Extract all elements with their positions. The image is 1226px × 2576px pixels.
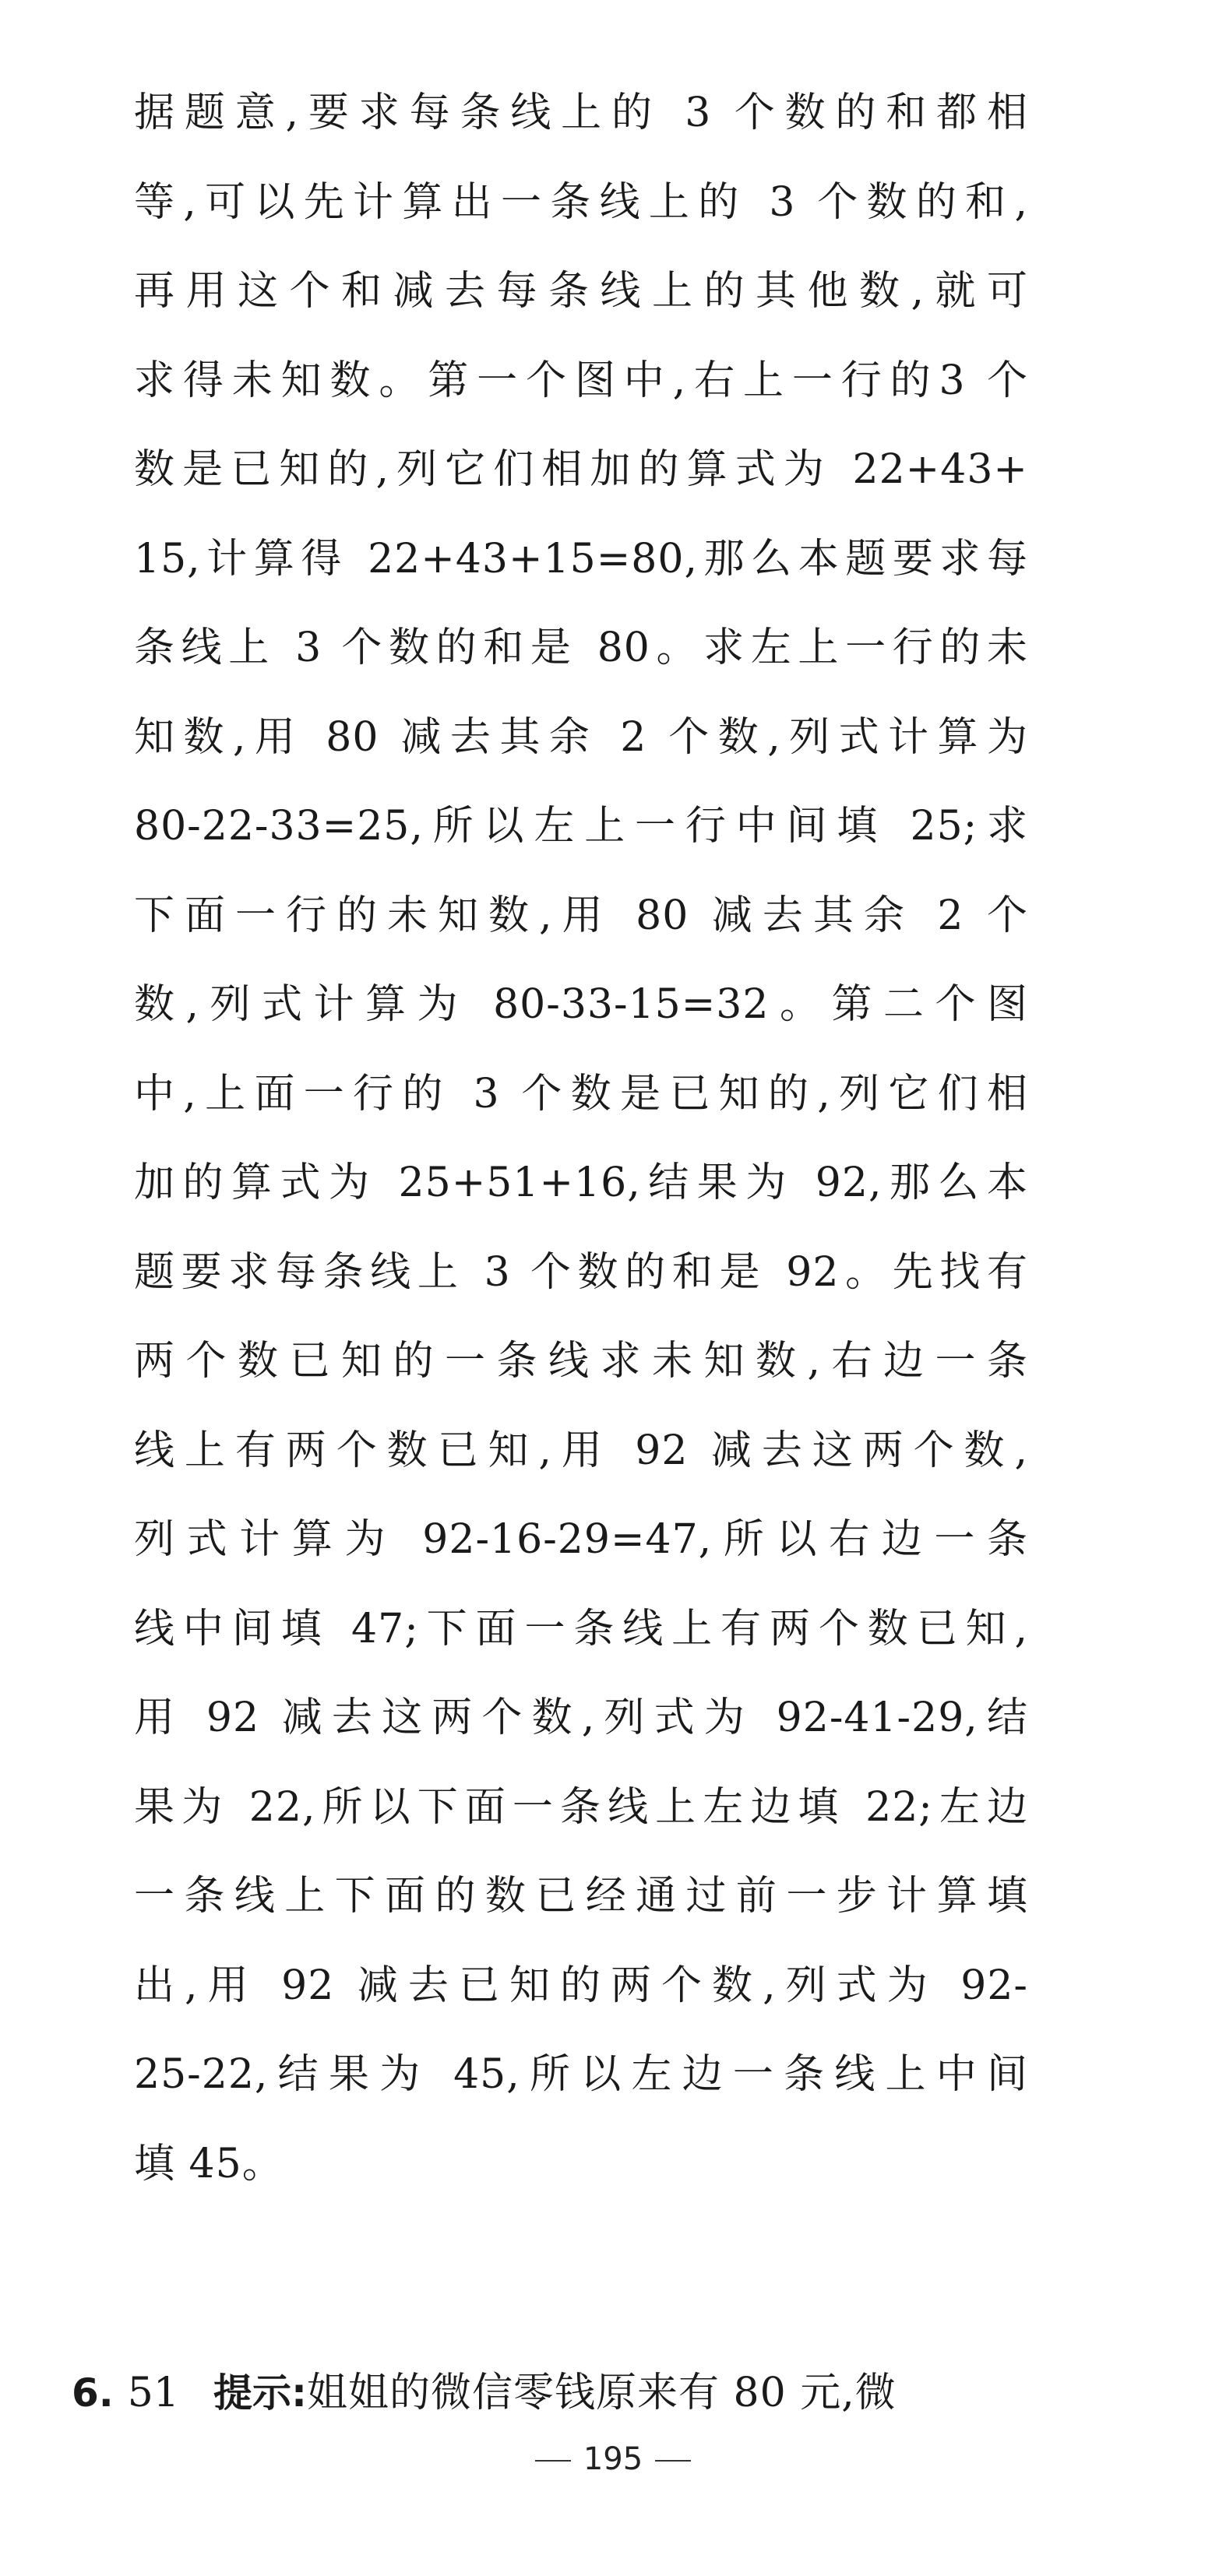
text-line: 线中间填 47;下面一条线上有两个数已知,	[134, 1605, 1028, 1652]
text-line: 一条线上下面的数已经通过前一步计算填	[134, 1873, 1028, 1920]
footer-dash-left	[535, 2460, 571, 2462]
hint-label: 提示:	[213, 2370, 307, 2416]
text-line: 线上有两个数已知,用 92 减去这两个数,	[134, 1427, 1028, 1474]
text-line: 加的算式为 25+51+16,结果为 92,那么本	[134, 1160, 1028, 1206]
text-line: 下面一行的未知数,用 80 减去其余 2 个	[134, 892, 1028, 939]
text-line: 果为 22,所以下面一条线上左边填 22;左边	[134, 1783, 1028, 1831]
text-line: 15,计算得 22+43+15=80,那么本题要求每	[134, 535, 1028, 582]
text-line: 数是已知的,列它们相加的算式为 22+43+	[134, 446, 1028, 493]
page-footer	[0, 2436, 1226, 2483]
text-line: 求得未知数。第一个图中,右上一行的3 个	[134, 357, 1028, 404]
text-line: 知数,用 80 减去其余 2 个数,列式计算为	[134, 713, 1028, 761]
text-line: 出,用 92 减去已知的两个数,列式为 92-	[134, 1962, 1028, 2009]
question-number: 6.	[72, 2370, 114, 2416]
footer-dash-right	[655, 2460, 691, 2462]
question-6-answer	[72, 2358, 897, 2428]
text-line: 等,可以先计算出一条线上的 3 个数的和,	[134, 178, 1028, 226]
text-line: 据题意,要求每条线上的 3 个数的和都相	[134, 90, 1028, 136]
answer-value: 51	[127, 2370, 179, 2416]
hint-text: 姐姐的微信零钱原来有 80 元,微	[306, 2370, 897, 2416]
text-line: 数,列式计算为 80-33-15=32。第二个图	[134, 981, 1028, 1028]
text-line: 25-22,结果为 45,所以左边一条线上中间	[134, 2051, 1028, 2098]
text-line: 80-22-33=25,所以左上一行中间填 25;求	[134, 803, 1028, 850]
text-line: 条线上 3 个数的和是 80。求左上一行的未	[134, 625, 1028, 671]
text-line: 题要求每条线上 3 个数的和是 92。先找有	[134, 1248, 1028, 1296]
text-line: 用 92 减去这两个数,列式为 92-41-29,结	[134, 1694, 1028, 1741]
text-line: 填 45。	[134, 2140, 284, 2187]
text-line: 再用这个和减去每条线上的其他数,就可	[134, 268, 1028, 315]
text-line: 两个数已知的一条线求未知数,右边一条	[134, 1338, 1028, 1385]
text-line: 列式计算为 92-16-29=47,所以右边一条	[134, 1516, 1028, 1563]
page-number: 195	[583, 2441, 643, 2477]
text-line: 中,上面一行的 3 个数是已知的,列它们相	[134, 1070, 1028, 1117]
